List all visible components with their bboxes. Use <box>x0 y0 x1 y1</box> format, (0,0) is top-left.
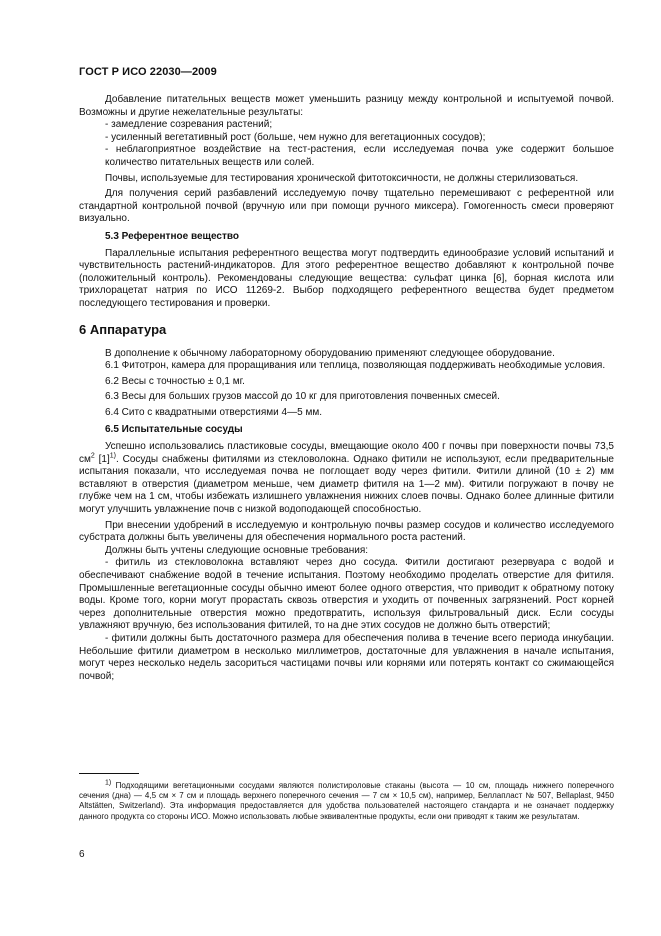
footnote-text <box>79 781 614 822</box>
paragraph: Параллельные испытания референтного вещества могут подтвердить единообразие условий испытаний и чувствительность растений-индикаторов. Для этого референтное вещество добавляют к контрольной почве (положительный контроль). Рекомендованы следующие вещества: сульфат цинка [6], борная кислота или трихлорацетат натрия по ИСО 11269-2. Выбор подходящего референтного вещества будет предметом последующего тестирования и проверки. <box>79 247 614 309</box>
footnote <box>79 781 614 822</box>
list-item: - усиленный вегетативный рост (больше, чем нужно для вегетационных сосудов); <box>105 131 486 143</box>
paragraph: Для получения серий разбавлений исследуемую почву тщательно перемешивают с референтной или стандартной контрольной почвой (вручную или при помощи ручного миксера). Гомогенность смеси проверяют визуально. <box>79 188 614 225</box>
list-item: - неблагоприятное воздействие на тест-растения, если исследуемая почва уже содержит большое количество питательных веществ или солей. <box>105 144 614 168</box>
list-item: - фитиль из стекловолокна вставляют через дно сосуда. Фитили достигают резервуара с водой и обеспечивают снабжение водой в течение испытания. Поэтому необходимо проделать отверстие для фитиля. Промышленные вегетационные сосуды обычно имеют более одного отверстия, что приводит к обратному потоку воды. Кроме того, корни могут прорастать сквозь отверстия и уходить от почвенных загрязнений. Рост корней через дополнительные отверстия можно предотвратить, используя фильтровальный диск. Если сосуды увлажняют вручную, без использования фитилей, то на дне этих сосудов не должно быть отверстий; <box>79 557 614 632</box>
paragraph: Добавление питательных веществ может уменьшить разницу между контрольной и испытуемой почвой. Возможны и другие нежелательные результаты: <box>79 94 614 118</box>
text-run: . Сосуды снабжены фитилями из стекловолокна. Однако фитили не используют, если предварительные испытания показали, что исследуемая почва не поглощает воду через фитили. Фитили длиной (10 ± 2) мм вставляют в отверстия (диаметром меньше, чем диаметр фитиля на 1—2 мм). Фитили погружают в почву не глубже чем на 1 см, чтобы избежать излишнего увлажнения нижних слоев почвы. Однако более длинные фитили могут улучшить увлажнение почв с низкой водоподающей способностью. <box>79 453 614 516</box>
clause-6-2: 6.2 Весы с точностью ± 0,1 мг. <box>105 375 245 387</box>
superscript: 2 <box>90 452 95 460</box>
paragraph: В дополнение к обычному лабораторному оборудованию применяют следующее оборудование. <box>105 347 555 359</box>
body-text <box>79 94 614 683</box>
clause-6-3: 6.3 Весы для больших грузов массой до 10 кг для приготовления почвенных смесей. <box>105 391 500 403</box>
paragraph <box>79 441 614 517</box>
list-item: - замедление созревания растений; <box>105 119 273 131</box>
text-run: [1] <box>94 453 110 465</box>
page-number: 6 <box>79 849 85 860</box>
running-header: ГОСТ Р ИСО 22030—2009 <box>79 66 217 78</box>
paragraph: Почвы, используемые для тестирования хронической фитотоксичности, не должны стерилизоваться. <box>105 172 579 184</box>
paragraph: Должны быть учтены следующие основные требования: <box>105 544 369 556</box>
text-run: Успешно использовались пластиковые сосуды, вмещающие около 400 г почвы при поверхности почвы 73,5 см <box>79 441 614 465</box>
paragraph: При внесении удобрений в исследуемую и контрольную почвы размер сосудов и количество исследуемого субстрата должны быть увеличены для обеспечения нормального роста растений. <box>79 519 614 544</box>
footnote-separator <box>79 773 139 774</box>
subsection-heading-5-3: 5.3 Референтное вещество <box>105 230 239 242</box>
subsection-heading-6-5: 6.5 Испытательные сосуды <box>105 424 243 436</box>
clause-6-4: 6.4 Сито с квадратными отверстиями 4—5 мм. <box>105 406 322 418</box>
list-item: - фитили должны быть достаточного размера для обеспечения полива в течение всего периода инкубации. Небольшие фитили диаметром в несколько миллиметров, достаточные для увлажнения в начале испытания, могут через несколько недель засориться частицами почвы или корнями или потерять контакт со сжимающейся почвой; <box>79 632 614 682</box>
clause-6-1: 6.1 Фитотрон, камера для проращивания или теплица, позволяющая поддерживать необходимые условия. <box>105 360 606 372</box>
footnote-ref: 1) <box>109 452 116 460</box>
section-heading-6: 6 Аппаратура <box>79 321 167 337</box>
footnote-body: Подходящими вегетационными сосудами являются полистироловые стаканы (высота — 10 см, площадь нижнего поперечного сечения (дна) — 4,5 см × 7 см и площадь верхнего поперечного сечения — 7 см × 10,5 см), например, Беллапласт № 507, Bellaplast, 9450 Altstätten, Switzerland). Эта информация предоставляется для удобства пользователей настоящего стандарта и не означает поддержку данного продукта со стороны ИСО. Можно использовать любые эквивалентные продукты, если они приводят к таким же результатам. <box>79 781 614 821</box>
footnote-marker: 1) <box>105 779 112 787</box>
